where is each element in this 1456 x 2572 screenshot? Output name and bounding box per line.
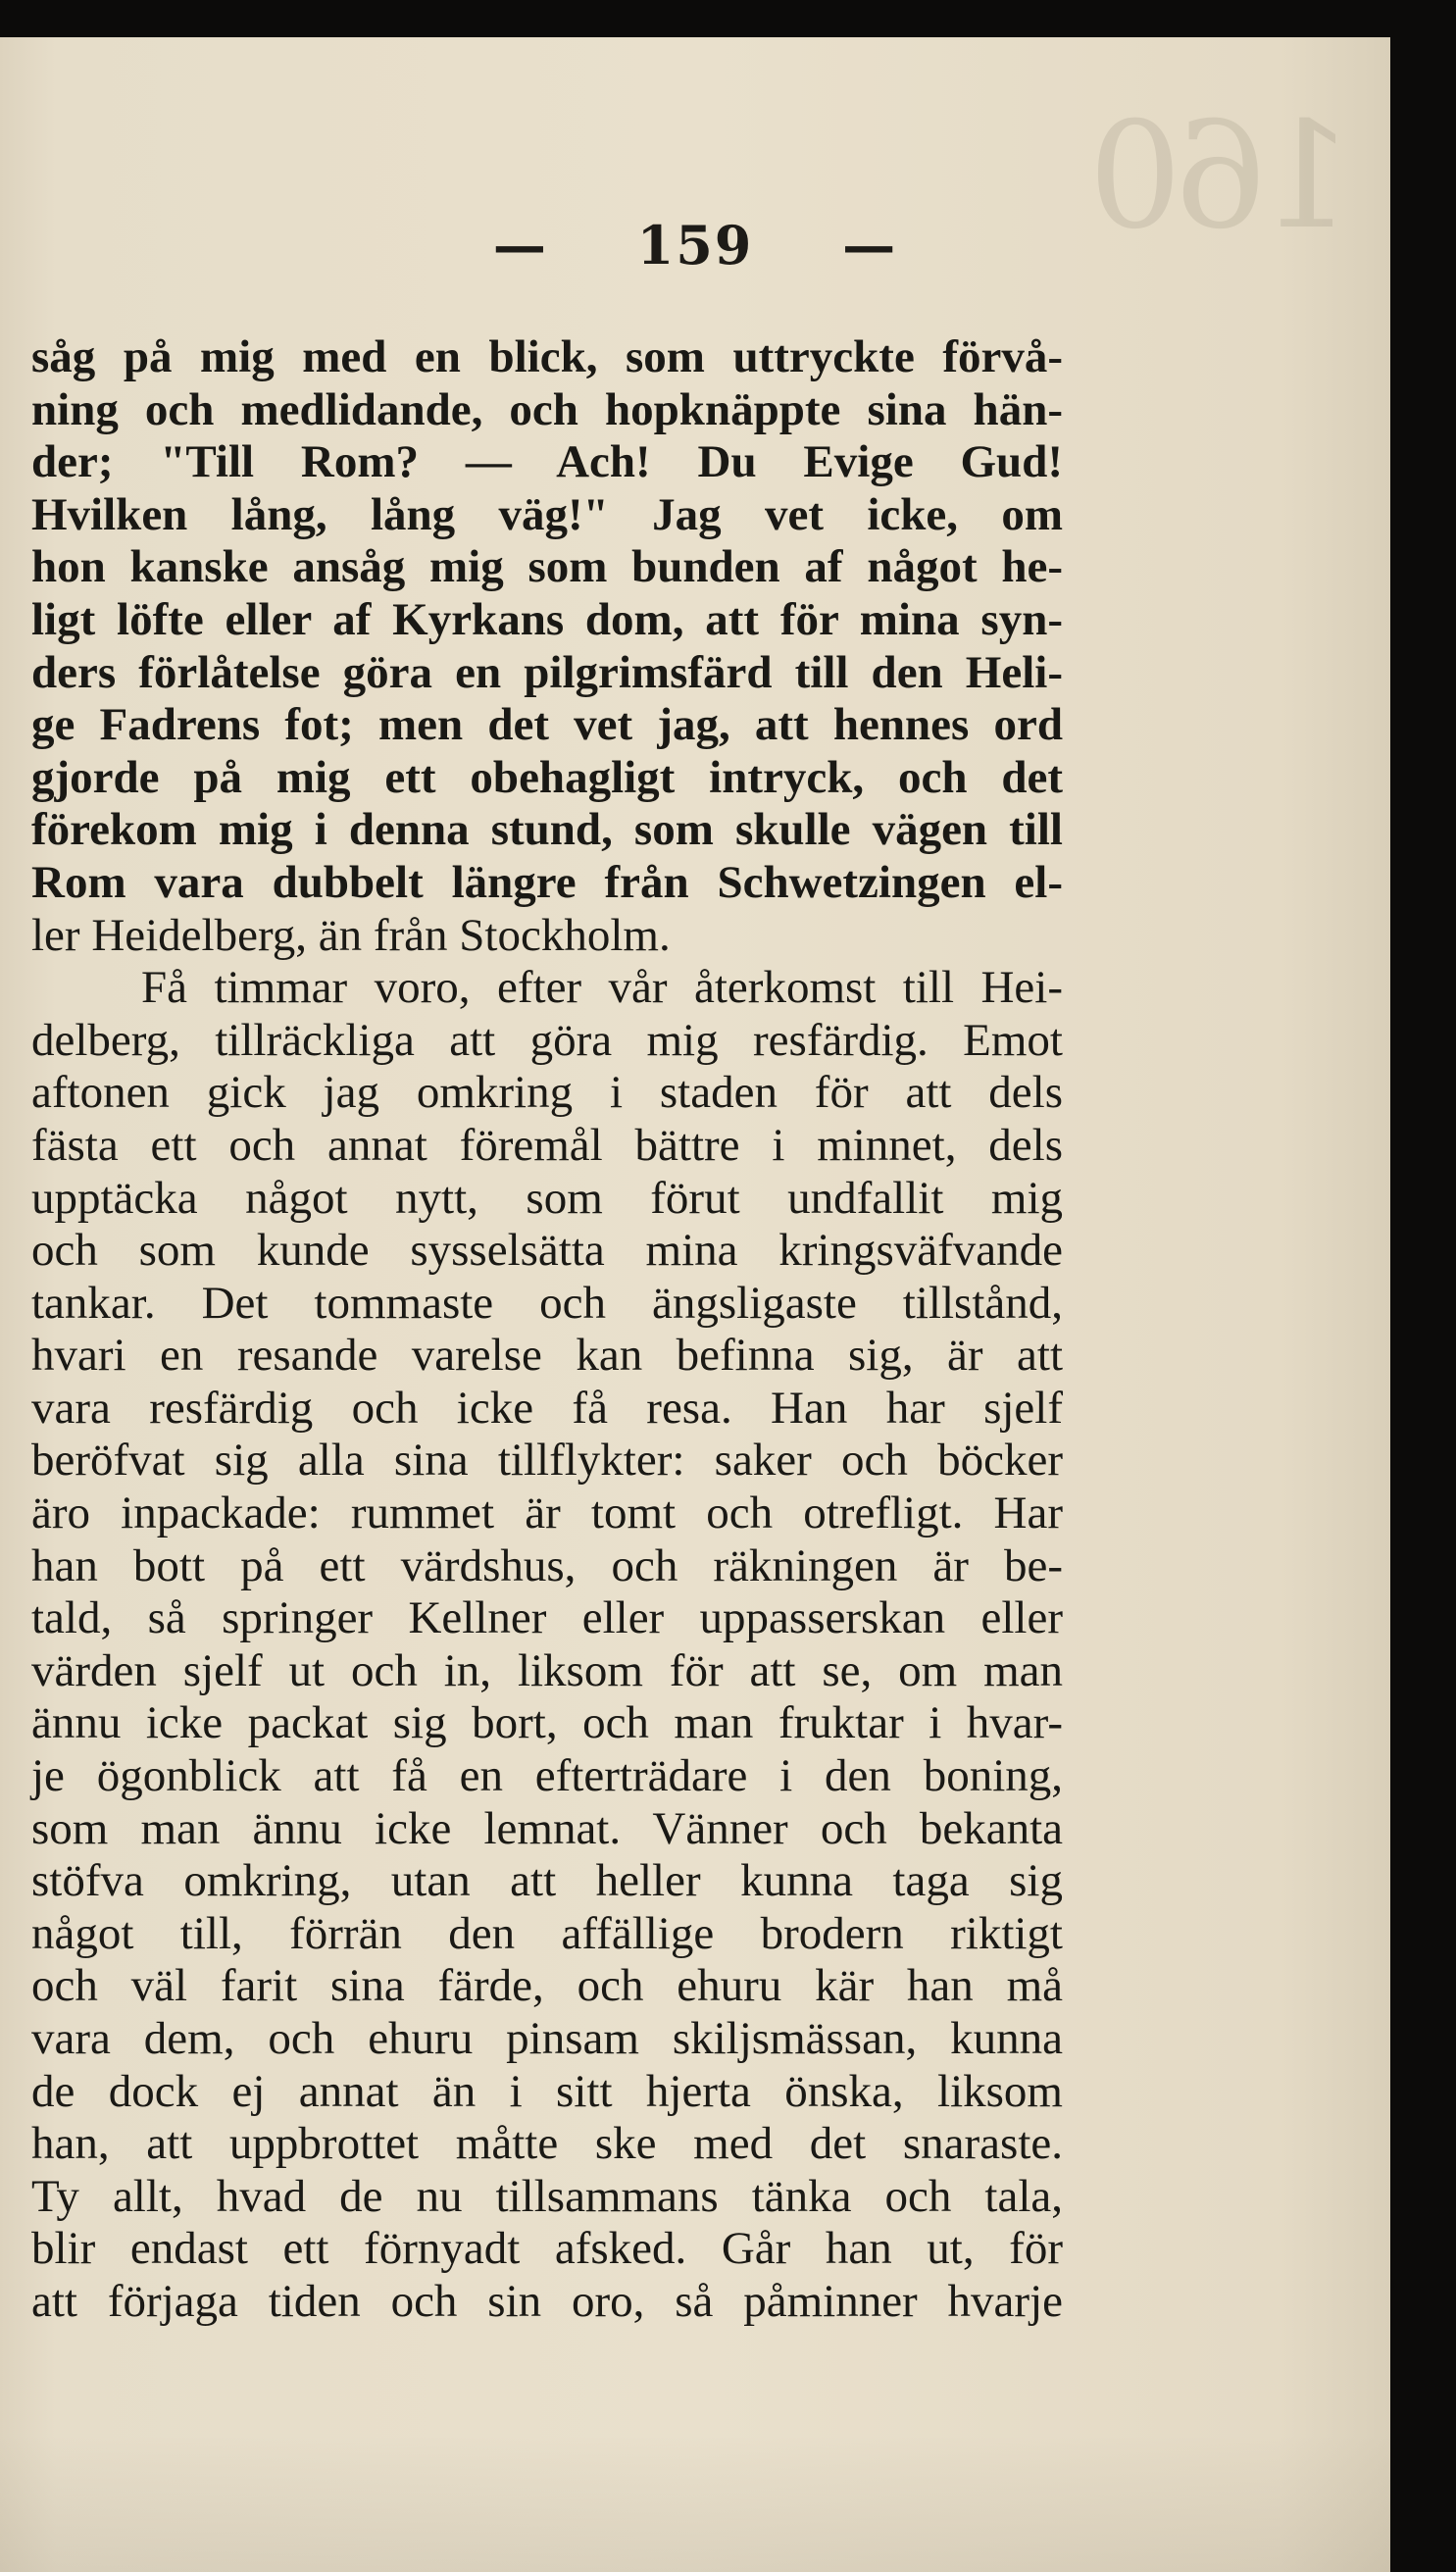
page-number: 159 — [636, 214, 754, 277]
text-line: ler Heidelberg, än från Stockholm. — [31, 909, 671, 961]
text-line: hon kanske ansåg mig som bunden af något he- — [31, 541, 1063, 593]
text-line: gjorde på mig ett obehagligt intryck, och det — [31, 751, 1063, 803]
text-line: ligt löfte eller af Kyrkans dom, att för mina syn- — [31, 593, 1063, 645]
text-line: förekom mig i denna stund, som skulle vägen till — [31, 804, 1063, 856]
text-line: äro inpackade: rummet är tomt och otrefligt. Har — [31, 1488, 1063, 1539]
text-line: ning och medlidande, och hopknäppte sina hän- — [31, 383, 1063, 435]
text-line: fästa ett och annat föremål bättre i minnet, dels — [31, 1119, 1063, 1171]
text-line: je ögonblick att få en efterträdare i den boning, — [31, 1750, 1063, 1802]
text-line: tald, så springer Kellner eller uppasserskan eller — [31, 1592, 1063, 1644]
text-line: och som kunde sysselsätta mina kringsväfvande — [31, 1225, 1063, 1277]
text-line: hvari en resande varelse kan befinna sig, är att — [31, 1330, 1063, 1382]
text-line: som man ännu icke lemnat. Vänner och bekanta — [31, 1802, 1063, 1854]
text-line: beröfvat sig alla sina tillflykter: saker och böcker — [31, 1435, 1063, 1487]
text-line: att förjaga tiden och sin oro, så påminner hvarje — [31, 2275, 1063, 2327]
text-line: de dock ej annat än i sitt hjerta önska, liksom — [31, 2065, 1063, 2117]
text-line: ge Fadrens fot; men det vet jag, att hennes ord — [31, 699, 1063, 751]
text-line: han, att uppbrottet måtte ske med det snaraste. — [31, 2118, 1063, 2170]
text-line: upptäcka något nytt, som förut undfallit mig — [31, 1172, 1063, 1224]
text-line: stöfva omkring, utan att heller kunna taga sig — [31, 1855, 1063, 1907]
header-dash-left: — — [492, 214, 548, 277]
text-line: värden sjelf ut och in, liksom för att se, om man — [31, 1644, 1063, 1696]
text-line: vara resfärdig och icke få resa. Han har sjelf — [31, 1382, 1063, 1434]
text-line: ännu icke packat sig bort, och man fruktar i hvar- — [31, 1697, 1063, 1749]
header-dash-right: — — [842, 214, 898, 277]
text-line: ders förlåtelse göra en pilgrimsfärd till den Heli- — [31, 646, 1063, 698]
text-line: något till, förrän den affällige brodern riktigt — [31, 1907, 1063, 1959]
body-text — [31, 331, 1063, 2329]
text-line: han bott på ett värdshus, och räkningen är be- — [31, 1539, 1063, 1591]
text-line-paragraph-start: Få timmar voro, efter vår återkomst till Hei- — [141, 962, 1063, 1014]
text-line: såg på mig med en blick, som uttryckte förvå- — [31, 331, 1063, 382]
text-line: Rom vara dubbelt längre från Schwetzingen el- — [31, 856, 1063, 908]
page-paper — [0, 37, 1390, 2572]
text-line: blir endast ett förnyadt afsked. Går han ut, för — [31, 2223, 1063, 2275]
text-line: tankar. Det tommaste och ängsligaste tillstånd, — [31, 1277, 1063, 1329]
page-header — [0, 214, 1390, 277]
text-line: der; "Till Rom? — Ach! Du Evige Gud! — [31, 436, 1063, 488]
bleed-through-shadow: 160 — [1095, 91, 1353, 262]
text-line: Ty allt, hvad de nu tillsammans tänka och tala, — [31, 2170, 1063, 2222]
text-line: aftonen gick jag omkring i staden för att dels — [31, 1067, 1063, 1119]
text-line: delberg, tillräckliga att göra mig resfärdig. Emot — [31, 1014, 1063, 1066]
text-line: Hvilken lång, lång väg!" Jag vet icke, om — [31, 488, 1063, 540]
text-line: och väl farit sina färde, och ehuru kär han må — [31, 1960, 1063, 2012]
text-line: vara dem, och ehuru pinsam skiljsmässan, kunna — [31, 2013, 1063, 2064]
